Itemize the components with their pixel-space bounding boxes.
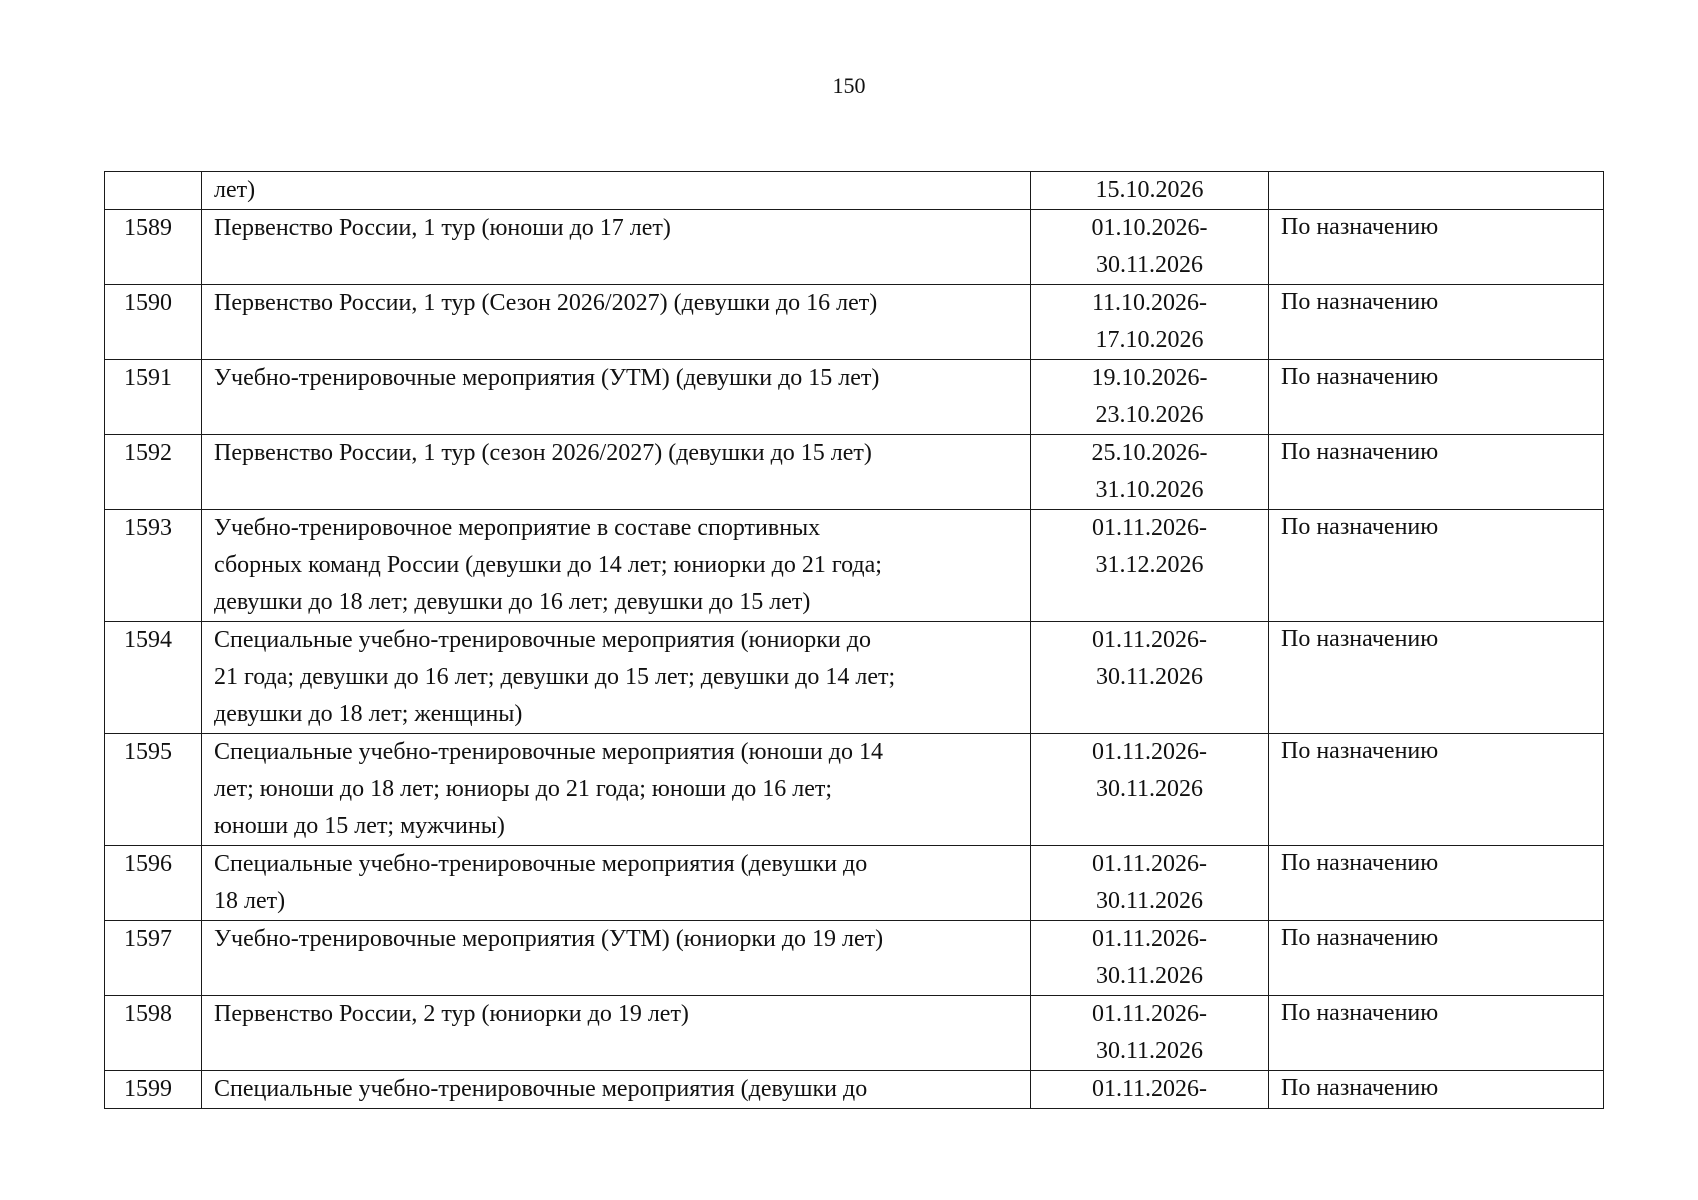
event-name-line: Первенство России, 2 тур (юниорки до 19 лет) — [214, 1001, 689, 1027]
event-date-line: 25.10.2026- — [1091, 440, 1208, 466]
event-name-line: сборных команд России (девушки до 14 лет; юниорки до 21 года; — [214, 552, 882, 578]
event-name-cell — [202, 996, 1031, 1071]
event-dates-cell — [1031, 734, 1269, 846]
event-name-line: Учебно-тренировочные мероприятия (УТМ) (юниорки до 19 лет) — [214, 926, 884, 952]
event-date-line: 30.11.2026 — [1095, 664, 1204, 690]
event-place-cell: По назначению — [1269, 285, 1604, 360]
event-date-line: 01.11.2026- — [1091, 627, 1208, 653]
event-name-cell — [202, 285, 1031, 360]
event-name-line: Первенство России, 1 тур (юноши до 17 лет) — [214, 215, 671, 241]
table-row — [105, 734, 1604, 846]
event-name-line: юноши до 15 лет; мужчины) — [214, 813, 505, 839]
event-dates-cell — [1031, 1071, 1269, 1109]
table-row — [105, 210, 1604, 285]
table-row — [105, 360, 1604, 435]
event-dates-cell — [1031, 435, 1269, 510]
event-name-line: Специальные учебно-тренировочные мероприятия (девушки до — [214, 851, 868, 877]
event-name-line: Первенство России, 1 тур (Сезон 2026/2027) (девушки до 16 лет) — [214, 290, 878, 316]
event-name-line: девушки до 18 лет; женщины) — [214, 701, 523, 727]
row-number-cell: 1597 — [105, 921, 202, 996]
table-row — [105, 435, 1604, 510]
table-row — [105, 172, 1604, 210]
event-name-line: Специальные учебно-тренировочные мероприятия (юниорки до — [214, 627, 871, 653]
event-name-cell — [202, 734, 1031, 846]
event-dates-cell — [1031, 172, 1269, 210]
event-name-cell — [202, 846, 1031, 921]
event-place-cell: По назначению — [1269, 1071, 1604, 1109]
event-place-cell: По назначению — [1269, 996, 1604, 1071]
event-name-line: Учебно-тренировочное мероприятие в составе спортивных — [214, 515, 821, 541]
event-date-line: 23.10.2026 — [1095, 402, 1204, 428]
event-date-line: 31.12.2026 — [1095, 552, 1204, 578]
event-dates-cell — [1031, 921, 1269, 996]
event-name-cell — [202, 622, 1031, 734]
row-number-cell: 1599 — [105, 1071, 202, 1109]
event-date-line: 01.11.2026- — [1091, 515, 1208, 541]
events-table-body — [105, 172, 1604, 1109]
event-date-line: 17.10.2026 — [1095, 327, 1204, 353]
event-place-cell: По назначению — [1269, 360, 1604, 435]
event-date-line: 01.11.2026- — [1091, 1076, 1208, 1102]
event-name-line: Специальные учебно-тренировочные мероприятия (девушки до — [214, 1076, 868, 1102]
event-name-line: 21 года; девушки до 16 лет; девушки до 15 лет; девушки до 14 лет; — [214, 664, 896, 690]
table-row — [105, 846, 1604, 921]
event-name-line: девушки до 18 лет; девушки до 16 лет; девушки до 15 лет) — [214, 589, 811, 615]
event-date-line: 30.11.2026 — [1095, 963, 1204, 989]
event-name-line: Специальные учебно-тренировочные мероприятия (юноши до 14 — [214, 739, 883, 765]
row-number-cell: 1598 — [105, 996, 202, 1071]
event-name-cell — [202, 510, 1031, 622]
event-date-line: 01.10.2026- — [1091, 215, 1208, 241]
event-name-cell — [202, 435, 1031, 510]
event-date-line: 01.11.2026- — [1091, 1001, 1208, 1027]
row-number-cell: 1589 — [105, 210, 202, 285]
event-place-cell: По назначению — [1269, 435, 1604, 510]
row-number-cell: 1590 — [105, 285, 202, 360]
event-name-line: Учебно-тренировочные мероприятия (УТМ) (девушки до 15 лет) — [214, 365, 880, 391]
event-dates-cell — [1031, 510, 1269, 622]
row-number-cell: 1592 — [105, 435, 202, 510]
table-row — [105, 622, 1604, 734]
row-number-cell: 1596 — [105, 846, 202, 921]
event-name-line: Первенство России, 1 тур (сезон 2026/2027) (девушки до 15 лет) — [214, 440, 872, 466]
row-number-cell — [105, 172, 202, 210]
event-place-cell: По назначению — [1269, 921, 1604, 996]
event-name-cell — [202, 172, 1031, 210]
event-dates-cell — [1031, 846, 1269, 921]
event-place-cell: По назначению — [1269, 210, 1604, 285]
table-row — [105, 510, 1604, 622]
event-place-cell — [1269, 172, 1604, 210]
table-row — [105, 921, 1604, 996]
table-row — [105, 996, 1604, 1071]
event-place-cell: По назначению — [1269, 734, 1604, 846]
event-date-line: 30.11.2026 — [1095, 1038, 1204, 1064]
event-date-line: 01.11.2026- — [1091, 851, 1208, 877]
event-name-cell — [202, 360, 1031, 435]
event-date-line: 19.10.2026- — [1091, 365, 1208, 391]
event-name-cell — [202, 210, 1031, 285]
event-dates-cell — [1031, 210, 1269, 285]
row-number-cell: 1593 — [105, 510, 202, 622]
event-date-line: 01.11.2026- — [1091, 739, 1208, 765]
event-name-line: лет) — [214, 177, 256, 203]
row-number-cell: 1595 — [105, 734, 202, 846]
page-number: 150 — [832, 73, 866, 98]
event-name-line: лет; юноши до 18 лет; юниоры до 21 года; юноши до 16 лет; — [214, 776, 833, 802]
event-dates-cell — [1031, 285, 1269, 360]
event-name-line: 18 лет) — [214, 888, 286, 914]
event-name-cell — [202, 921, 1031, 996]
event-dates-cell — [1031, 622, 1269, 734]
event-dates-cell — [1031, 360, 1269, 435]
event-date-line: 30.11.2026 — [1095, 252, 1204, 278]
event-date-line: 30.11.2026 — [1095, 888, 1204, 914]
row-number-cell: 1591 — [105, 360, 202, 435]
table-row — [105, 285, 1604, 360]
event-date-line: 15.10.2026 — [1095, 177, 1204, 203]
row-number-cell: 1594 — [105, 622, 202, 734]
event-date-line: 30.11.2026 — [1095, 776, 1204, 802]
event-place-cell: По назначению — [1269, 510, 1604, 622]
events-table — [104, 171, 1604, 1109]
table-row — [105, 1071, 1604, 1109]
event-date-line: 11.10.2026- — [1091, 290, 1208, 316]
event-dates-cell — [1031, 996, 1269, 1071]
event-date-line: 31.10.2026 — [1095, 477, 1204, 503]
event-name-cell — [202, 1071, 1031, 1109]
event-date-line: 01.11.2026- — [1091, 926, 1208, 952]
event-place-cell: По назначению — [1269, 846, 1604, 921]
event-place-cell: По назначению — [1269, 622, 1604, 734]
